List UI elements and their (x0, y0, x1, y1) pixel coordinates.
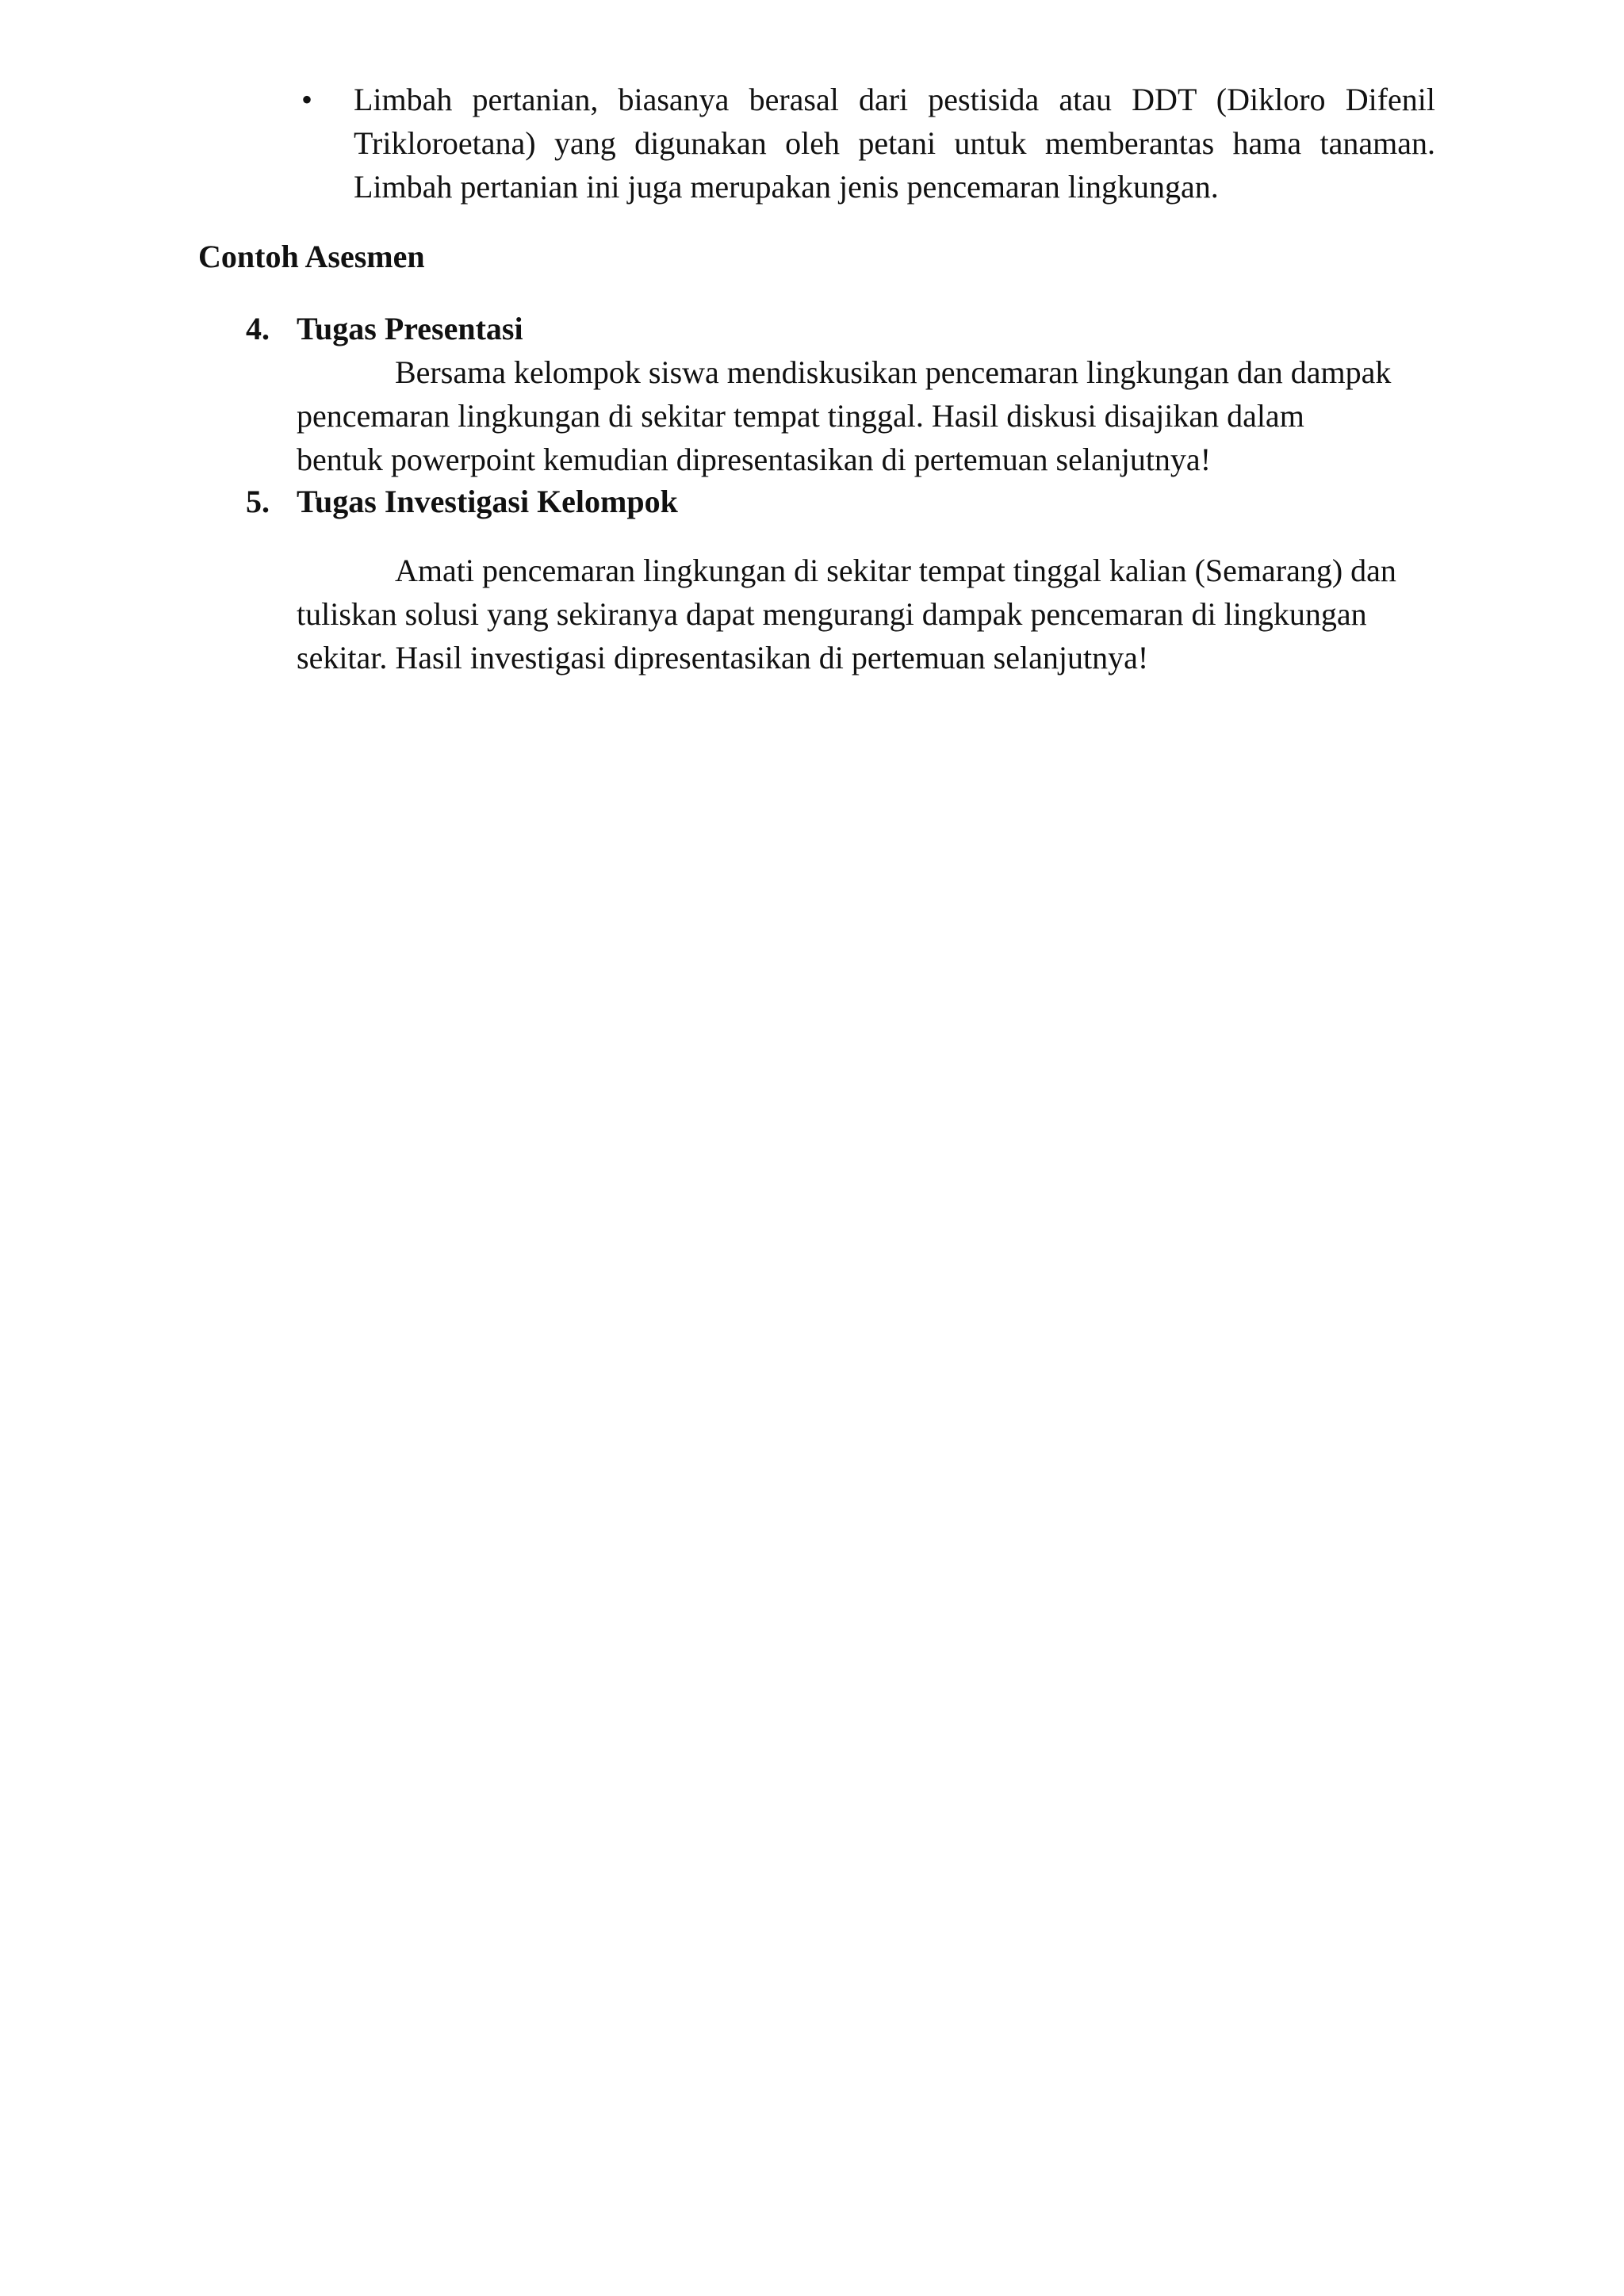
bullet-line: Limbah pertanian, biasanya berasal dari pestisida atau DDT (Dikloro Difenil (354, 82, 1435, 117)
item-line: pencemaran lingkungan di sekitar tempat tinggal. Hasil diskusi disajikan dalam (297, 398, 1304, 434)
item-number: 5. (246, 484, 270, 519)
item-line: Bersama kelompok siswa mendiskusikan pencemaran lingkungan dan dampak (395, 354, 1392, 390)
item-paragraph (297, 549, 1435, 679)
item-line: tuliskan solusi yang sekiranya dapat mengurangi dampak pencemaran di lingkungan (297, 596, 1367, 632)
item-paragraph (297, 350, 1435, 481)
numbered-item-presentation (246, 307, 1435, 481)
item-line: bentuk powerpoint kemudian dipresentasikan di pertemuan selanjutnya! (297, 442, 1212, 477)
bullet-list-item (301, 78, 1435, 209)
section-heading: Contoh Asesmen (198, 239, 425, 274)
item-line: sekitar. Hasil investigasi dipresentasikan di pertemuan selanjutnya! (297, 640, 1149, 675)
bullet-paragraph (354, 78, 1435, 209)
bullet-icon: • (301, 82, 313, 117)
item-title: Tugas Presentasi (297, 311, 523, 346)
bullet-line: Limbah pertanian ini juga merupakan jenis pencemaran lingkungan. (354, 169, 1219, 205)
numbered-item-investigation (246, 480, 1435, 679)
item-number: 4. (246, 311, 270, 346)
item-line: Amati pencemaran lingkungan di sekitar tempat tinggal kalian (Semarang) dan (395, 553, 1396, 588)
bullet-line: Trikloroetana) yang digunakan oleh petani untuk memberantas hama tanaman. (354, 125, 1435, 161)
item-title: Tugas Investigasi Kelompok (297, 484, 678, 519)
